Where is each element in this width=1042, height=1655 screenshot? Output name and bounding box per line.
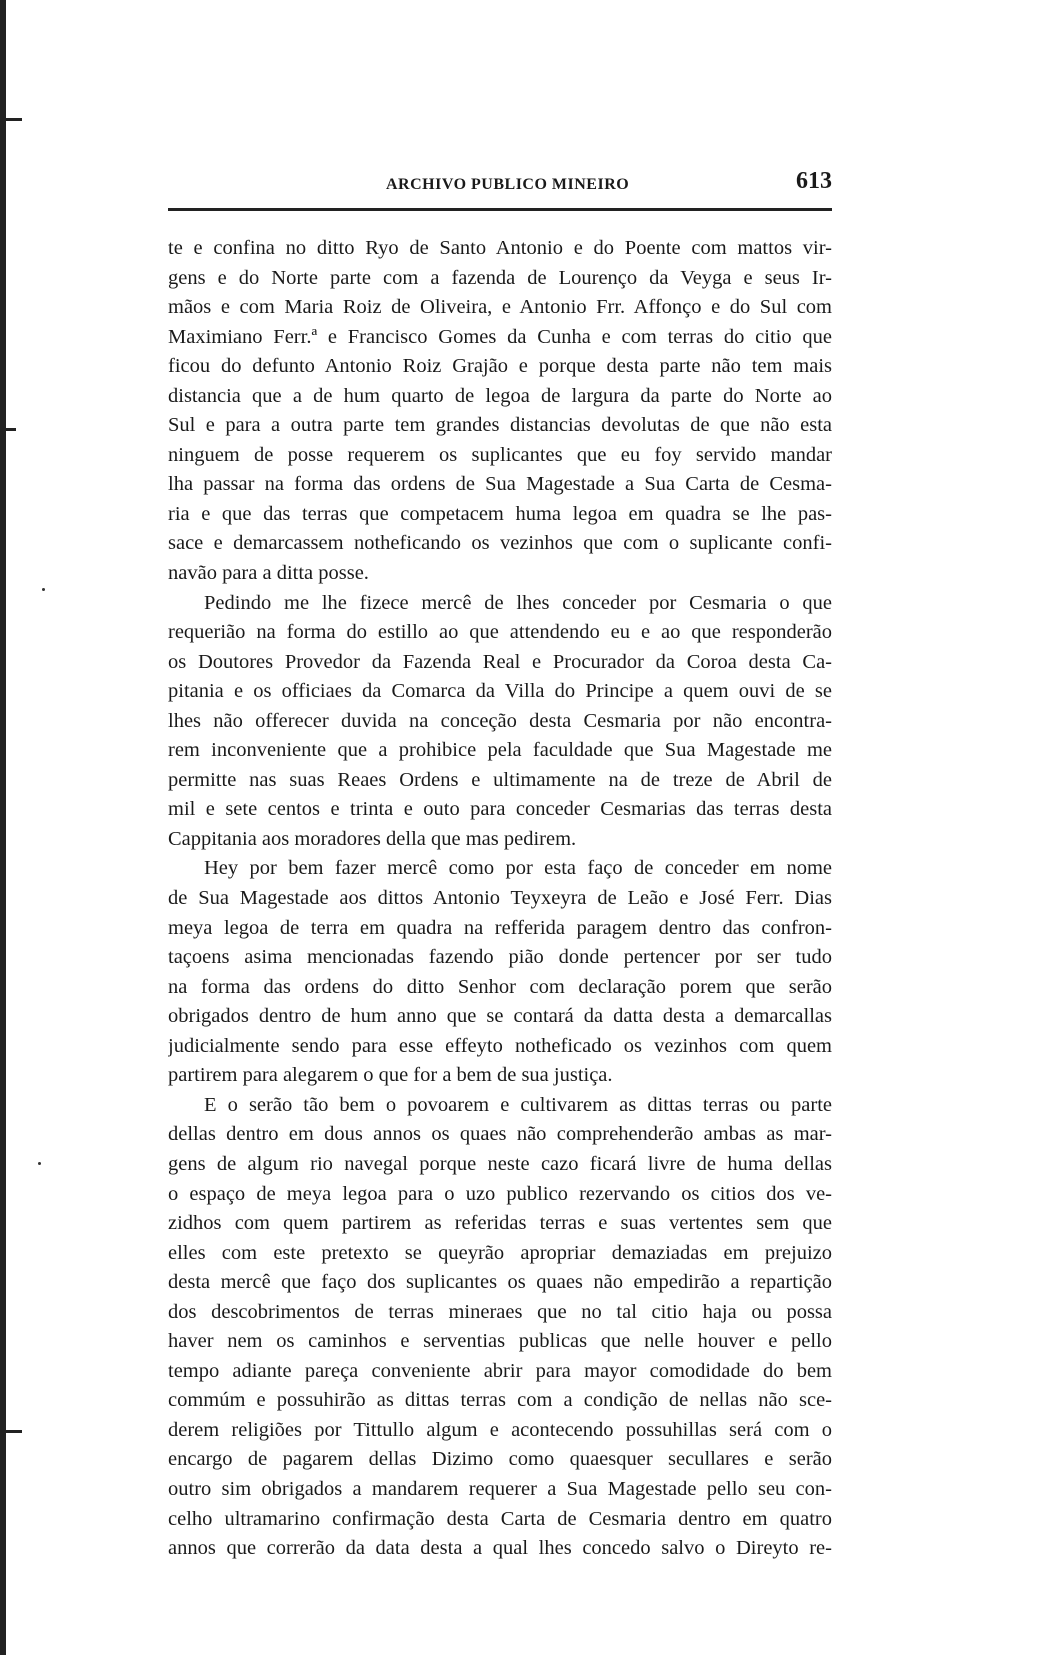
text-line: permitte nas suas Reaes Ordens e ultimamente na de treze de Abril de (168, 768, 832, 791)
text-line: celho ultramarino confirmação desta Carta de Cesmaria dentro em quatro (168, 1507, 832, 1530)
paragraph-start-line: E o serão tão bem o povoarem e cultivarem as dittas terras ou parte (204, 1093, 832, 1116)
text-line: te e confina no ditto Ryo de Santo Antonio e do Poente com mattos vir- (168, 237, 832, 259)
body-text (168, 234, 832, 1564)
text-line: gens de algum rio navegal porque neste cazo ficará livre de huma dellas (168, 1152, 832, 1175)
text-line: pitania e os officiaes da Comarca da Villa do Principe a quem ouvi de se (168, 680, 832, 703)
text-line: ninguem de posse requerem os suplicantes que eu foy servido mandar (168, 443, 832, 466)
paragraph-start-line: Hey por bem fazer mercê como por esta faço de conceder em nome (204, 857, 832, 880)
text-line: desta mercê que faço dos suplicantes os quaes não empedirão a repartição (168, 1271, 832, 1294)
text-line: sace e demarcassem notheficando os vezinhos que com o suplicante confi- (168, 532, 832, 555)
running-head: ARCHIVO PUBLICO MINEIRO (386, 176, 630, 193)
text-line: o espaço de meya legoa para o uzo publico rezervando os citios dos ve- (168, 1182, 832, 1205)
page-number: 613 (796, 168, 832, 194)
text-line: meya legoa de terra em quadra na refferida paragem dentro das confron- (168, 916, 832, 939)
text-line: dos descobrimentos de terras mineraes que no tal citio haja ou possa (168, 1300, 832, 1323)
text-line: zidhos com quem partirem as referidas terras e suas vertentes sem que (168, 1212, 832, 1235)
text-line: Sul e para a outra parte tem grandes distancias devolutas de que não esta (168, 414, 832, 437)
print-speck (38, 1162, 41, 1165)
text-line: rem inconveniente que a prohibice pela faculdade que Sua Magestade me (168, 739, 832, 762)
binding-mark (0, 118, 22, 121)
header-rule (168, 208, 832, 211)
text-line: outro sim obrigados a mandarem requerer a Sua Magestade pello seu con- (168, 1477, 832, 1500)
paragraph-end-line: navão para a ditta posse. (168, 562, 369, 585)
text-line: tempo adiante pareça conveniente abrir para mayor comodidade do bem (168, 1359, 832, 1382)
text-line: haver nem os caminhos e serventias publicas que nelle houver e pello (168, 1330, 832, 1353)
text-line: taçoens asima mencionadas fazendo pião donde pertencer por ser tudo (168, 946, 832, 969)
text-line: ficou do defunto Antonio Roiz Grajão e porque desta parte não tem mais (168, 355, 832, 378)
text-line: na forma das ordens do ditto Senhor com declaração porem que serão (168, 975, 832, 998)
text-line: encargo de pagarem dellas Dizimo como quaesquer secullares e serão (168, 1448, 832, 1471)
text-line: annos que correrão da data desta a qual lhes concedo salvo o Direyto re- (168, 1537, 832, 1560)
text-line: Maximiano Ferr.ª e Francisco Gomes da Cunha e com terras do citio que (168, 325, 832, 348)
text-line: lhes não offerecer duvida na conceção desta Cesmaria por não encontra- (168, 709, 832, 732)
text-line: distancia que a de hum quarto de legoa de largura da parte do Norte ao (168, 384, 832, 407)
paragraph-start-line: Pedindo me lhe fizece mercê de lhes conceder por Cesmaria o que (204, 591, 832, 614)
text-line: derem religiões por Tittullo algum e acontecendo possuhillas será com o (168, 1418, 832, 1441)
binding-mark (0, 1430, 22, 1433)
text-line: commúm e possuhirão as dittas terras com a condição de nellas não sce- (168, 1389, 832, 1412)
text-line: obrigados dentro de hum anno que se contará da datta desta a demarcallas (168, 1005, 832, 1028)
text-line: requerião na forma do estillo ao que attendendo eu e ao que responderão (168, 621, 832, 644)
print-speck (42, 588, 45, 591)
text-line: dellas dentro em dous annos os quaes não comprehenderão ambas as mar- (168, 1123, 832, 1146)
text-line: judicialmente sendo para esse effeyto notheficado os vezinhos com quem (168, 1034, 832, 1057)
page-header (168, 168, 832, 206)
text-line: lha passar na forma das ordens de Sua Magestade a Sua Carta de Cesma- (168, 473, 832, 496)
text-line: de Sua Magestade aos dittos Antonio Teyxeyra de Leão e José Ferr. Dias (168, 887, 832, 910)
paragraph-end-line: partirem para alegarem o que for a bem de sua justiça. (168, 1064, 613, 1087)
binding-mark (0, 428, 16, 431)
page-binding-edge (0, 0, 6, 1655)
text-line: mil e sete centos e trinta e outo para conceder Cesmarias das terras desta (168, 798, 832, 821)
text-line: mãos e com Maria Roiz de Oliveira, e Antonio Frr. Affonço e do Sul com (168, 296, 832, 319)
text-line: ria e que das terras que competacem huma legoa em quadra se lhe pas- (168, 502, 832, 525)
text-line: gens e do Norte parte com a fazenda de Lourenço da Veyga e seus Ir- (168, 266, 832, 289)
text-line: elles com este pretexto se queyrão apropriar demaziadas em prejuizo (168, 1241, 832, 1264)
text-line: os Doutores Provedor da Fazenda Real e Procurador da Coroa desta Ca- (168, 650, 832, 673)
paragraph-end-line: Cappitania aos moradores della que mas pedirem. (168, 827, 577, 850)
